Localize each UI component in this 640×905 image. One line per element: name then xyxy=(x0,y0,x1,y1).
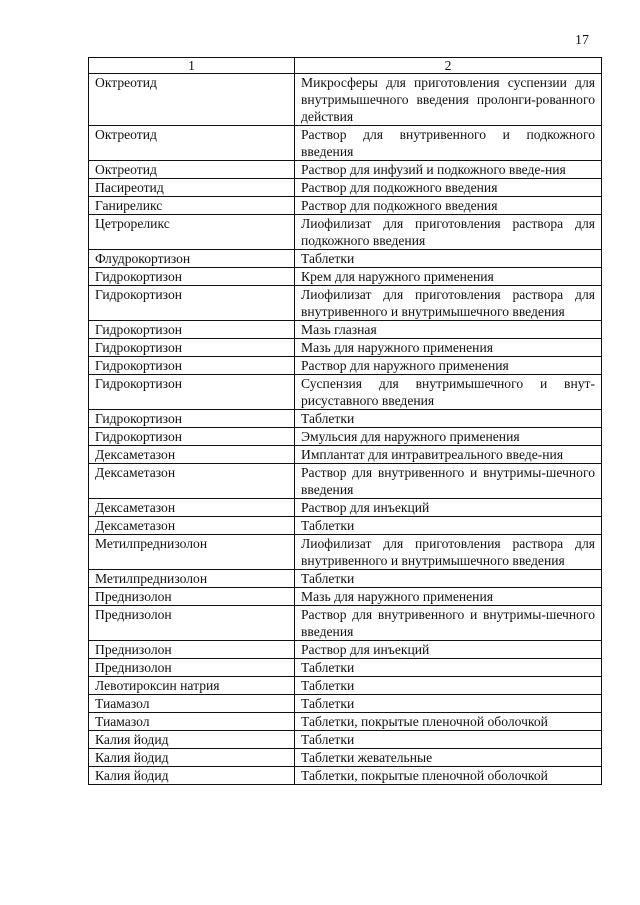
table-body xyxy=(89,74,602,785)
table-row xyxy=(89,499,602,517)
table-row xyxy=(89,588,602,606)
drug-name-cell: Метилпреднизолон xyxy=(89,570,295,588)
drug-name-cell: Октреотид xyxy=(89,126,295,161)
table-row xyxy=(89,749,602,767)
drug-name-cell: Гидрокортизон xyxy=(89,375,295,410)
table-header-row xyxy=(89,58,602,74)
drug-name-cell: Гидрокортизон xyxy=(89,357,295,375)
dosage-form-cell: Лиофилизат для приготовления раствора для подкожного введения xyxy=(295,215,602,250)
table-row xyxy=(89,713,602,731)
drug-name-cell: Дексаметазон xyxy=(89,499,295,517)
drug-table xyxy=(88,57,602,785)
drug-name-cell: Преднизолон xyxy=(89,588,295,606)
table-row xyxy=(89,517,602,535)
drug-name-cell: Гидрокортизон xyxy=(89,286,295,321)
table-row xyxy=(89,641,602,659)
dosage-form-cell: Микросферы для приготовления суспензии для внутримышечного введения пролонги-рованного действия xyxy=(295,74,602,126)
drug-name-cell: Преднизолон xyxy=(89,606,295,641)
table-row xyxy=(89,695,602,713)
table-row xyxy=(89,535,602,570)
drug-name-cell: Октреотид xyxy=(89,74,295,126)
dosage-form-cell: Таблетки xyxy=(295,410,602,428)
dosage-form-cell: Лиофилизат для приготовления раствора для внутривенного и внутримышечного введения xyxy=(295,286,602,321)
drug-name-cell: Дексаметазон xyxy=(89,446,295,464)
table-row xyxy=(89,74,602,126)
dosage-form-cell: Раствор для подкожного введения xyxy=(295,179,602,197)
table-row xyxy=(89,731,602,749)
column-header-1: 1 xyxy=(89,58,295,74)
dosage-form-cell: Таблетки xyxy=(295,659,602,677)
drug-name-cell: Пасиреотид xyxy=(89,179,295,197)
dosage-form-cell: Таблетки, покрытые пленочной оболочкой xyxy=(295,767,602,785)
dosage-form-cell: Раствор для инъекций xyxy=(295,641,602,659)
table-row xyxy=(89,659,602,677)
table-row xyxy=(89,268,602,286)
dosage-form-cell: Крем для наружного применения xyxy=(295,268,602,286)
dosage-form-cell: Раствор для подкожного введения xyxy=(295,197,602,215)
table-row xyxy=(89,428,602,446)
drug-name-cell: Гидрокортизон xyxy=(89,428,295,446)
drug-name-cell: Калия йодид xyxy=(89,767,295,785)
table-row xyxy=(89,375,602,410)
dosage-form-cell: Таблетки xyxy=(295,731,602,749)
dosage-form-cell: Имплантат для интравитреального введе-ния xyxy=(295,446,602,464)
drug-name-cell: Тиамазол xyxy=(89,695,295,713)
drug-name-cell: Дексаметазон xyxy=(89,464,295,499)
drug-name-cell: Тиамазол xyxy=(89,713,295,731)
dosage-form-cell: Таблетки xyxy=(295,677,602,695)
dosage-form-cell: Таблетки xyxy=(295,570,602,588)
page-number: 17 xyxy=(575,33,589,48)
table-row xyxy=(89,215,602,250)
drug-name-cell: Метилпреднизолон xyxy=(89,535,295,570)
dosage-form-cell: Раствор для внутривенного и внутримы-шечного введения xyxy=(295,606,602,641)
drug-name-cell: Преднизолон xyxy=(89,659,295,677)
drug-name-cell: Гидрокортизон xyxy=(89,321,295,339)
dosage-form-cell: Раствор для внутривенного и внутримы-шечного введения xyxy=(295,464,602,499)
table-row xyxy=(89,446,602,464)
drug-name-cell: Дексаметазон xyxy=(89,517,295,535)
table-row xyxy=(89,606,602,641)
drug-name-cell: Калия йодид xyxy=(89,731,295,749)
drug-name-cell: Цетрореликс xyxy=(89,215,295,250)
dosage-form-cell: Мазь для наружного применения xyxy=(295,588,602,606)
dosage-form-cell: Таблетки xyxy=(295,517,602,535)
dosage-form-cell: Лиофилизат для приготовления раствора для внутривенного и внутримышечного введения xyxy=(295,535,602,570)
table-row xyxy=(89,339,602,357)
dosage-form-cell: Раствор для инфузий и подкожного введе-ния xyxy=(295,161,602,179)
table-row xyxy=(89,126,602,161)
table-row xyxy=(89,286,602,321)
drug-name-cell: Октреотид xyxy=(89,161,295,179)
dosage-form-cell: Таблетки жевательные xyxy=(295,749,602,767)
column-header-2: 2 xyxy=(295,58,602,74)
drug-name-cell: Преднизолон xyxy=(89,641,295,659)
drug-name-cell: Калия йодид xyxy=(89,749,295,767)
drug-name-cell: Гидрокортизон xyxy=(89,410,295,428)
table-row xyxy=(89,321,602,339)
dosage-form-cell: Мазь глазная xyxy=(295,321,602,339)
drug-name-cell: Гидрокортизон xyxy=(89,268,295,286)
table-row xyxy=(89,197,602,215)
dosage-form-cell: Таблетки, покрытые пленочной оболочкой xyxy=(295,713,602,731)
table-row xyxy=(89,357,602,375)
dosage-form-cell: Раствор для внутривенного и подкожного введения xyxy=(295,126,602,161)
dosage-form-cell: Раствор для наружного применения xyxy=(295,357,602,375)
dosage-form-cell: Суспензия для внутримышечного и внут-рисуставного введения xyxy=(295,375,602,410)
table-row xyxy=(89,410,602,428)
table-row xyxy=(89,161,602,179)
drug-name-cell: Левотироксин натрия xyxy=(89,677,295,695)
dosage-form-cell: Мазь для наружного применения xyxy=(295,339,602,357)
table-row xyxy=(89,767,602,785)
table-row xyxy=(89,250,602,268)
dosage-form-cell: Таблетки xyxy=(295,250,602,268)
dosage-form-cell: Раствор для инъекций xyxy=(295,499,602,517)
table-row xyxy=(89,677,602,695)
dosage-form-cell: Таблетки xyxy=(295,695,602,713)
drug-name-cell: Флудрокортизон xyxy=(89,250,295,268)
dosage-form-cell: Эмульсия для наружного применения xyxy=(295,428,602,446)
table-row xyxy=(89,179,602,197)
table-row xyxy=(89,464,602,499)
drug-name-cell: Ганиреликс xyxy=(89,197,295,215)
table-row xyxy=(89,570,602,588)
drug-name-cell: Гидрокортизон xyxy=(89,339,295,357)
